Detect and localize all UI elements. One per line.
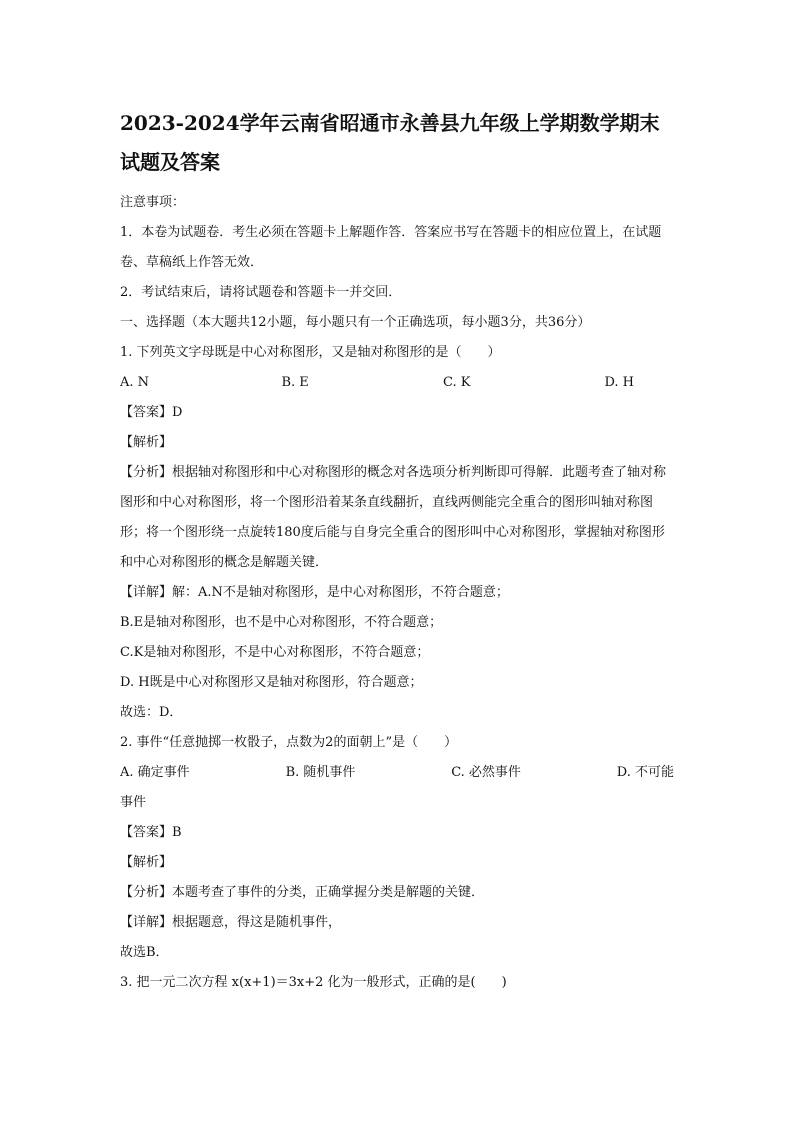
q1-analysis: 【分析】根据轴对称图形和中心对称图形的概念对各选项分析判断即可得解．此题考查了轴对称图形和中心对称图形，将一个图形沿着某条直线翻折，直线两侧能完全重合的图形叫轴对称图形；将一个图形绕一点旋转180度后能与自身完全重合的图形叫中心对称图形，掌握轴对称图形和中心对称图形的概念是解题关键． xyxy=(120,465,667,570)
q1-option-a: A. N xyxy=(120,375,150,390)
q1-option-d: D. H xyxy=(604,375,635,390)
q1-detail-3: C.K是轴对称图形，不是中心对称图形，不符合题意； xyxy=(120,645,430,660)
q2-analysis-label: 【解析】 xyxy=(120,855,173,870)
q2-stem: 2. 事件“任意抛掷一枚骰子，点数为2的面朝上”是（ ） xyxy=(120,735,458,750)
q1-option-c: C. K xyxy=(442,375,471,390)
q2-detail-2: 故选B． xyxy=(120,945,169,960)
q2-analysis: 【分析】本题考查了事件的分类，正确掌握分类是解题的关键． xyxy=(120,885,485,900)
note-2: 2．考试结束后，请将试题卷和答题卡一并交回． xyxy=(120,285,402,300)
q1-detail-1: 【详解】解：A.N不是轴对称图形，是中心对称图形，不符合题意； xyxy=(120,585,509,600)
q2-detail-1: 【详解】根据题意，得这是随机事件， xyxy=(120,915,342,930)
section-heading: 一、选择题（本大题共12小题，每小题只有一个正确选项，每小题3分，共36分） xyxy=(120,315,591,330)
q2-option-b: B. 随机事件 xyxy=(285,765,356,780)
q1-analysis-label: 【解析】 xyxy=(120,435,173,450)
q2-option-a: A. 确定事件 xyxy=(120,765,190,780)
q2-options xyxy=(120,758,674,788)
q1-answer: 【答案】D xyxy=(120,405,183,420)
q1-detail-5: 故选：D． xyxy=(120,705,183,720)
q2-option-c: C. 必然事件 xyxy=(451,765,521,780)
q2-answer: 【答案】B xyxy=(120,825,182,840)
q3-stem: 3. 把一元二次方程 x(x+1)＝3x+2 化为一般形式，正确的是( ) xyxy=(120,975,507,990)
q1-detail-2: B.E是轴对称图形，也不是中心对称图形，不符合题意； xyxy=(120,615,443,630)
notes-heading: 注意事项： xyxy=(120,195,186,210)
title-line-1: 2023-2024学年云南省昭通市永善县九年级上学期数学期末 xyxy=(120,111,660,135)
q1-stem: 1. 下列英文字母既是中心对称图形，又是轴对称图形的是（ ） xyxy=(120,345,501,360)
q2-option-wrap: 事件 xyxy=(120,795,147,810)
q1-option-b: B. E xyxy=(281,375,309,390)
q2-option-d: D. 不可能 xyxy=(616,765,675,780)
q1-detail-4: D. H既是中心对称图形又是轴对称图形，符合题意； xyxy=(120,675,423,690)
note-1: 1．本卷为试题卷．考生必须在答题卡上解题作答．答案应书写在答题卡的相应位置上，在试题卷、草稿纸上作答无效． xyxy=(120,225,662,270)
title-line-2: 试题及答案 xyxy=(120,150,220,174)
document-title xyxy=(120,104,674,182)
q1-options xyxy=(120,368,674,398)
